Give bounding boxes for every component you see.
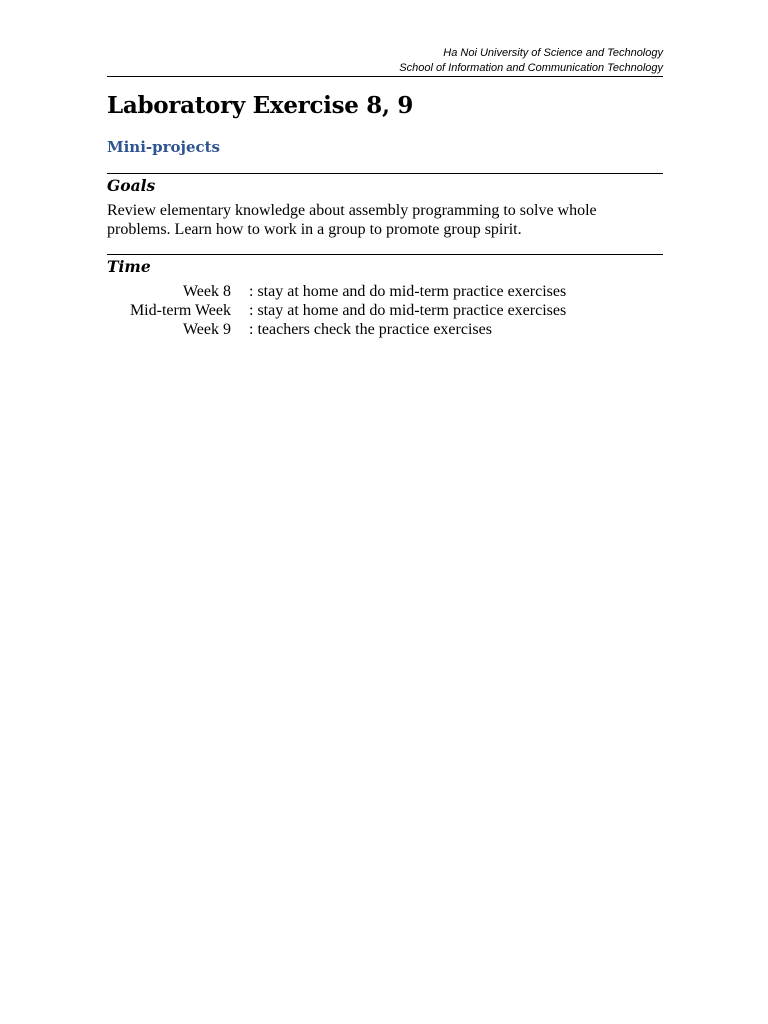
document-title: Laboratory Exercise 8, 9	[107, 92, 414, 119]
goals-heading: Goals	[107, 176, 156, 195]
time-row	[107, 282, 663, 301]
goals-text: Review elementary knowledge about assembly programming to solve whole problems. Learn how to work in a group to promote group spirit.	[107, 202, 597, 238]
time-divider	[107, 254, 663, 255]
time-row-description: : stay at home and do mid-term practice exercises	[249, 302, 567, 319]
document-subtitle: Mini-projects	[107, 138, 221, 156]
time-heading: Time	[107, 257, 151, 276]
time-row-description: : teachers check the practice exercises	[249, 321, 492, 338]
time-row-description: : stay at home and do mid-term practice exercises	[249, 283, 567, 300]
time-row-label: Mid-term Week	[129, 302, 231, 319]
header-divider	[107, 76, 663, 77]
time-row-label: Week 8	[182, 283, 231, 300]
time-row	[107, 320, 663, 339]
goals-divider	[107, 173, 663, 174]
time-row	[107, 301, 663, 320]
page-header	[107, 46, 663, 76]
header-school: School of Information and Communication Technology	[399, 62, 663, 74]
time-row-label: Week 9	[182, 321, 231, 338]
header-university: Ha Noi University of Science and Technology	[443, 47, 663, 59]
